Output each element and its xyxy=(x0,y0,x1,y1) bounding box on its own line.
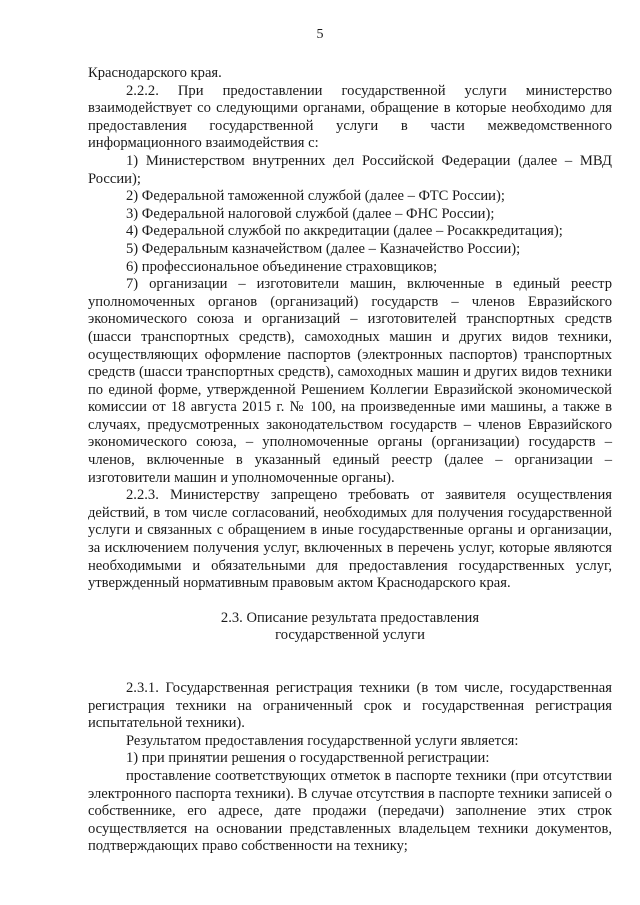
paragraph: 2.2.2. При предоставлении государственной услуги министерство взаимодействует со следующими органами, обращение в которые необходимо для предоставления государственной услуги в части межведомственного информационного взаимодействия с: xyxy=(88,82,612,152)
paragraph: 2.2.3. Министерству запрещено требовать от заявителя осуществления действий, в том числе согласований, необходимых для получения государственной услуги и связанных с обращением в иные государственные органы и организации, за исключением получения услуг, включенных в перечень услуг, которые являются необходимыми и обязательными для предоставления государственных услуг, утвержденный нормативным правовым актом Краснодарского края. xyxy=(88,487,612,592)
paragraph: 2.3.1. Государственная регистрация техники (в том числе, государственная регистрация техники на ограниченный срок и государственная регистрация испытательной техники). xyxy=(88,680,612,732)
spacer xyxy=(88,593,612,610)
paragraph: Результатом предоставления государственной услуги является: xyxy=(126,732,519,749)
paragraph: проставление соответствующих отметок в паспорте техники (при отсутствии электронного паспорта техники). В случае отсутствия в паспорте техники записей о собственнике, его адресе, дате продажи (передачи) заполнение этих строк осуществляется на основании представленных владельцем техники документов, подтверждающих право собственности на технику; xyxy=(88,767,612,855)
paragraph: 5) Федеральным казначейством (далее – Казначейство России); xyxy=(126,240,521,257)
spacer xyxy=(88,645,612,680)
section-heading-line-1: 2.3. Описание результата предоставления xyxy=(220,609,480,626)
document-body xyxy=(88,65,612,856)
paragraph: 4) Федеральной службой по аккредитации (далее – Росаккредитация); xyxy=(126,223,563,240)
paragraphs-after-heading xyxy=(88,680,612,856)
paragraph: 6) профессиональное объединение страховщиков; xyxy=(126,258,438,275)
paragraphs-before-heading xyxy=(88,65,612,593)
paragraph: Краснодарского края. xyxy=(88,65,222,81)
page-number: 5 xyxy=(316,27,324,42)
section-heading-line-2: государственной услуги xyxy=(275,627,425,644)
paragraph: 1) Министерством внутренних дел Российской Федерации (далее – МВД России); xyxy=(88,152,612,187)
paragraph: 2) Федеральной таможенной службой (далее – ФТС России); xyxy=(126,188,505,205)
paragraph: 7) организации – изготовители машин, включенные в единый реестр уполномоченных органов (организаций) государств – членов Евразийского экономического союза и организаций – изготовителей транспортных средств (шасси транспортных средств), самоходных машин и других видов техники, осуществляющих оформление паспортов (электронных паспортов) транспортных средств (шасси транспортных средств), самоходных машин и других видов техники по единой форме, утвержденной Решением Коллегии Евразийской экономической комиссии от 18 августа 2015 г. № 100, на произведенные ими машины, а также в случаях, предусмотренных законодательством государств – членов Евразийского экономического союза, – уполномоченные органы (организации) государств – членов, включенные в указанный единый реестр (далее – организации – изготовители машин и уполномоченные органы). xyxy=(88,276,612,486)
paragraph: 3) Федеральной налоговой службой (далее – ФНС России); xyxy=(126,205,495,222)
paragraph: 1) при принятии решения о государственной регистрации: xyxy=(126,750,490,767)
